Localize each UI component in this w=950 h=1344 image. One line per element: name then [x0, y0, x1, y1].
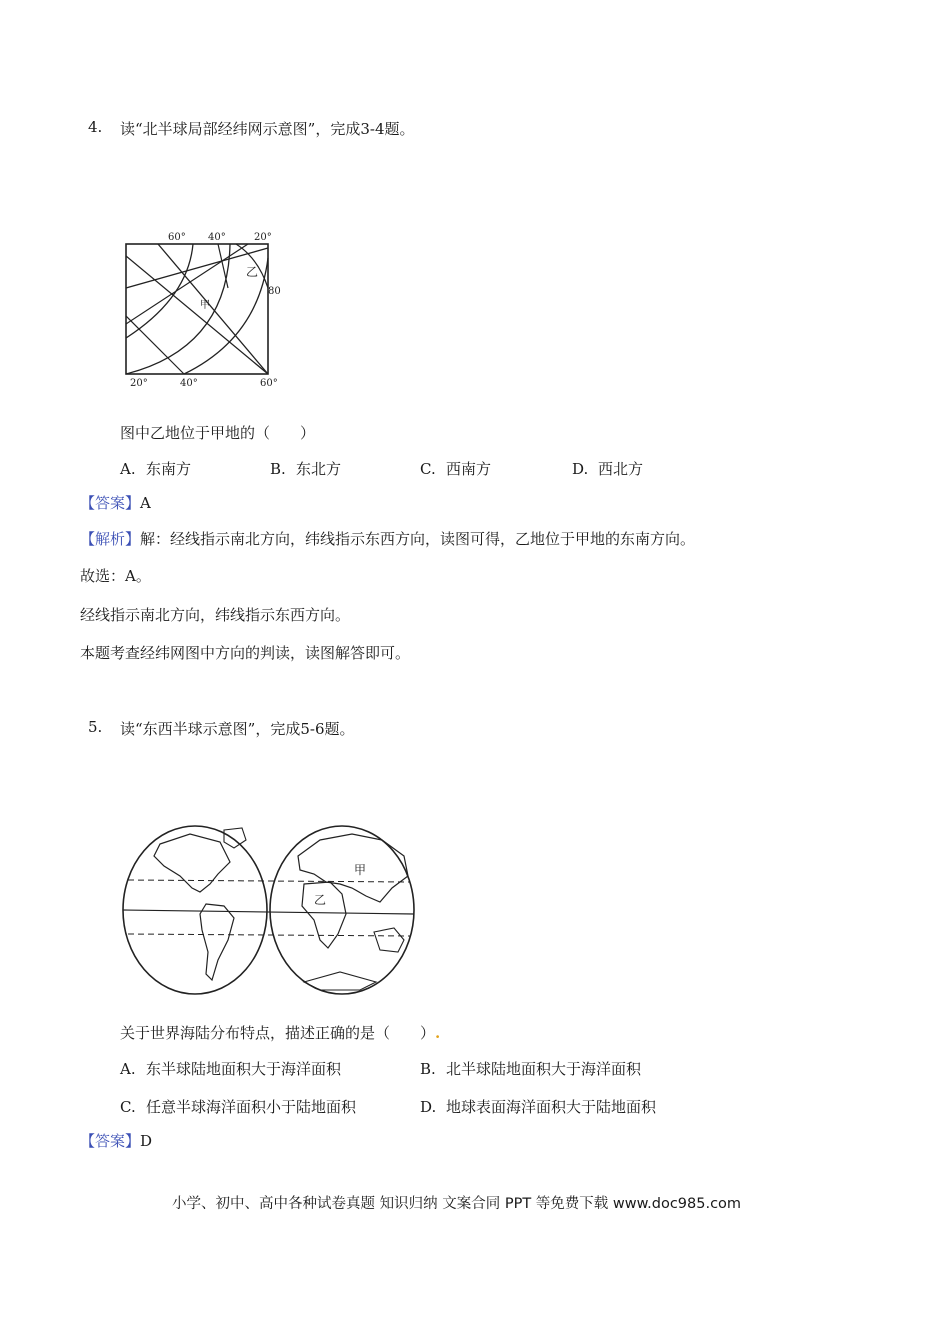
q4-answer-line — [80, 492, 151, 513]
q4-analysis-line — [80, 528, 695, 549]
q4-stem: 读“北半球局部经纬网示意图”，完成3-4题。 — [120, 120, 415, 138]
q4-option-c[interactable] — [420, 458, 491, 479]
option-text: 西北方 — [598, 460, 644, 478]
option-text: 任意半球海洋面积小于陆地面积 — [146, 1098, 357, 1116]
q5-option-a[interactable] — [120, 1058, 341, 1079]
q4-fig-place-yi: 乙 — [246, 265, 259, 279]
q4-graticule-figure — [118, 228, 290, 390]
analysis-tag: 【解析】 — [80, 530, 141, 548]
q4-option-d[interactable] — [572, 458, 643, 479]
q5-hemispheres-figure — [120, 822, 420, 1000]
option-letter: C. — [420, 460, 436, 478]
option-letter: D. — [420, 1098, 437, 1116]
q4-option-b[interactable] — [270, 458, 341, 479]
option-text: 东半球陆地面积大于海洋面积 — [146, 1060, 342, 1078]
q5-answer-line — [80, 1130, 152, 1151]
q5-number: 5. — [88, 718, 103, 736]
option-letter: A. — [120, 460, 136, 478]
option-text: 地球表面海洋面积大于陆地面积 — [446, 1098, 657, 1116]
option-text: 西南方 — [446, 460, 492, 478]
q5-question — [120, 1022, 440, 1043]
q4-fig-bottom-label-1: 20° — [130, 378, 148, 389]
question-text: 关于世界海陆分布特点，描述正确的是（ ） — [120, 1024, 436, 1042]
option-letter: B. — [420, 1060, 436, 1078]
q4-option-a[interactable] — [120, 458, 191, 479]
option-text: 北半球陆地面积大于海洋面积 — [446, 1060, 642, 1078]
q5-option-c[interactable] — [120, 1096, 356, 1117]
option-letter: B. — [270, 460, 286, 478]
answer-value: D — [140, 1132, 153, 1150]
q4-fig-bottom-label-3: 60° — [260, 378, 278, 389]
option-text: 东南方 — [146, 460, 192, 478]
q4-fig-place-jia: 甲 — [200, 300, 210, 311]
q4-fig-top-label-3: 20° — [254, 232, 272, 243]
q4-number: 4. — [88, 118, 103, 136]
q4-note-1: 经线指示南北方向，纬线指示东西方向。 — [80, 606, 351, 624]
option-letter: A. — [120, 1060, 136, 1078]
page-footer: 小学、初中、高中各种试卷真题 知识归纳 文案合同 PPT 等免费下载 www.doc985.com — [172, 1196, 742, 1212]
option-letter: C. — [120, 1098, 136, 1116]
q5-fig-label-jia: 甲 — [354, 863, 367, 877]
q4-fig-bottom-label-2: 40° — [180, 378, 198, 389]
question-mark: . — [435, 1024, 441, 1042]
answer-tag: 【答案】 — [80, 494, 141, 512]
q5-option-d[interactable] — [420, 1096, 656, 1117]
q4-fig-right-label: 80 — [268, 286, 281, 297]
q4-choose: 故选：A。 — [80, 567, 151, 585]
answer-tag: 【答案】 — [80, 1132, 141, 1150]
q4-note-2: 本题考查经纬网图中方向的判读，读图解答即可。 — [80, 644, 411, 662]
q4-fig-top-label-2: 40° — [208, 232, 226, 243]
q5-fig-label-yi: 乙 — [314, 893, 327, 907]
option-letter: D. — [572, 460, 589, 478]
q5-option-b[interactable] — [420, 1058, 641, 1079]
q4-question: 图中乙地位于甲地的（ ） — [120, 424, 316, 442]
q5-stem: 读“东西半球示意图”，完成5-6题。 — [120, 720, 355, 738]
q4-fig-top-label-1: 60° — [168, 232, 186, 243]
option-text: 东北方 — [296, 460, 342, 478]
answer-value: A — [140, 494, 151, 512]
analysis-text: 解：经线指示南北方向，纬线指示东西方向，读图可得，乙地位于甲地的东南方向。 — [140, 530, 696, 548]
